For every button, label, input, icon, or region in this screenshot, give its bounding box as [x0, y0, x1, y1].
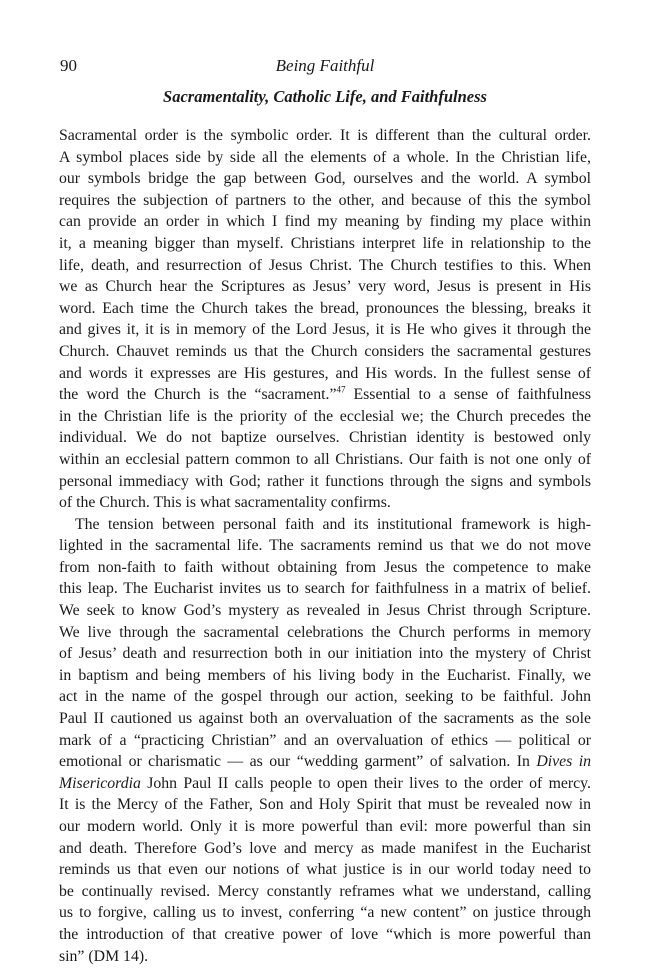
paragraph-2 [59, 514, 591, 967]
text-line: us to forgive, calling us to invest, conferring “a new content” on justice through [59, 904, 591, 922]
running-title: Being Faithful [275, 56, 375, 75]
footnote-reference: 47 [336, 384, 346, 395]
text-line: word. Each time the Church takes the bread, pronounces the blessing, breaks it [59, 299, 591, 317]
text-line: The tension between personal faith and its institutional framework is high- [75, 515, 591, 533]
text-line: Paul II cautioned us against both an overvaluation of the sacraments as the sole [59, 710, 591, 728]
text-line: act in the name of the gospel through our action, seeking to be faithful. John [59, 688, 591, 706]
text-segment: John Paul II calls people to open their lives to the order of mercy. [140, 774, 591, 792]
text-line: Sacramental order is the symbolic order. It is different than the cultural order. [59, 127, 591, 144]
text-line: within an ecclesial pattern common to all Christians. Our faith is not one only of [59, 450, 591, 468]
text-line: mark of a “practicing Christian” and an overvaluation of ethics — political or [59, 731, 591, 749]
italic-title: Dives in [536, 753, 591, 771]
text-line: the introduction of that creative power of love “which is more powerful than [59, 925, 591, 943]
text-segment: Essential to a sense of faithfulness [345, 386, 591, 404]
text-line: this leap. The Eucharist invites us to search for faithfulness in a matrix of belief. [59, 580, 591, 598]
text-segment: the word the Church is the “sacrament.” [59, 386, 337, 404]
text-line: lighted in the sacramental life. The sacraments remind us that we do not move [59, 537, 591, 555]
text-line: It is the Mercy of the Father, Son and Holy Spirit that must be revealed now in [59, 796, 591, 814]
text-line: A symbol places side by side all the elements of a whole. In the Christian life, [59, 148, 591, 166]
text-line: We seek to know God’s mystery as revealed in Jesus Christ through Scripture. [59, 602, 591, 620]
text-line: in the Christian life is the priority of the ecclesial we; the Church precedes the [59, 407, 591, 425]
text-line: of Jesus’ death and resurrection both in our initiation into the mystery of Christ [59, 645, 591, 663]
text-line: we as Church hear the Scriptures as Jesus’ very word, Jesus is present in His [59, 278, 591, 296]
text-line: requires the subjection of partners to the other, and because of this the symbol [59, 191, 591, 209]
text-line: our symbols bridge the gap between God, ourselves and the world. A symbol [59, 170, 591, 188]
text-line-with-footnote [59, 384, 591, 406]
text-line: reminds us that even our notions of what justice is in our world today need to [59, 861, 591, 879]
text-line: individual. We do not baptize ourselves. Christian identity is bestowed only [59, 429, 591, 447]
body-text [59, 125, 591, 967]
italic-title: Misericordia [59, 774, 141, 792]
text-line: of the Church. This is what sacramentality confirms. [59, 494, 391, 512]
text-line: and gives it, it is in memory of the Lord Jesus, it is He who gives it through the [59, 321, 591, 339]
page-number: 90 [60, 56, 77, 75]
text-line: personal immediacy with God; rather it functions through the signs and symbols [59, 472, 591, 490]
text-line: it, a meaning bigger than myself. Christians interpret life in relationship to the [59, 234, 591, 252]
text-line-with-italic-title [59, 751, 591, 773]
text-line: sin” (DM 14). [59, 947, 149, 965]
paragraph-1 [59, 125, 591, 514]
text-segment: emotional or charismatic — as our “wedding garment” of salvation. In [59, 753, 537, 771]
text-line: can provide an order in which I find my meaning by finding my place within [59, 213, 591, 231]
text-line: life, death, and resurrection of Jesus Christ. The Church testifies to this. When [59, 256, 591, 274]
text-line: and death. Therefore God’s love and mercy as made manifest in the Eucharist [59, 839, 591, 857]
text-line-with-italic-title [59, 773, 591, 795]
text-line: Church. Chauvet reminds us that the Church considers the sacramental gestures [59, 342, 591, 360]
running-head [60, 55, 590, 77]
text-line: our modern world. Only it is more powerful than evil: more powerful than sin [59, 818, 591, 835]
text-line: and words it expresses are His gestures, and His words. In the fullest sense of [59, 364, 591, 382]
text-line: be continually revised. Mercy constantly reframes what we understand, calling [59, 882, 591, 900]
text-line: We live through the sacramental celebrations the Church performs in memory [59, 623, 591, 641]
text-line: from non-faith to faith without obtaining from Jesus the competence to make [59, 558, 591, 576]
section-heading: Sacramentality, Catholic Life, and Faithfulness [163, 87, 487, 106]
text-line: in baptism and being members of his living body in the Eucharist. Finally, we [59, 666, 591, 684]
